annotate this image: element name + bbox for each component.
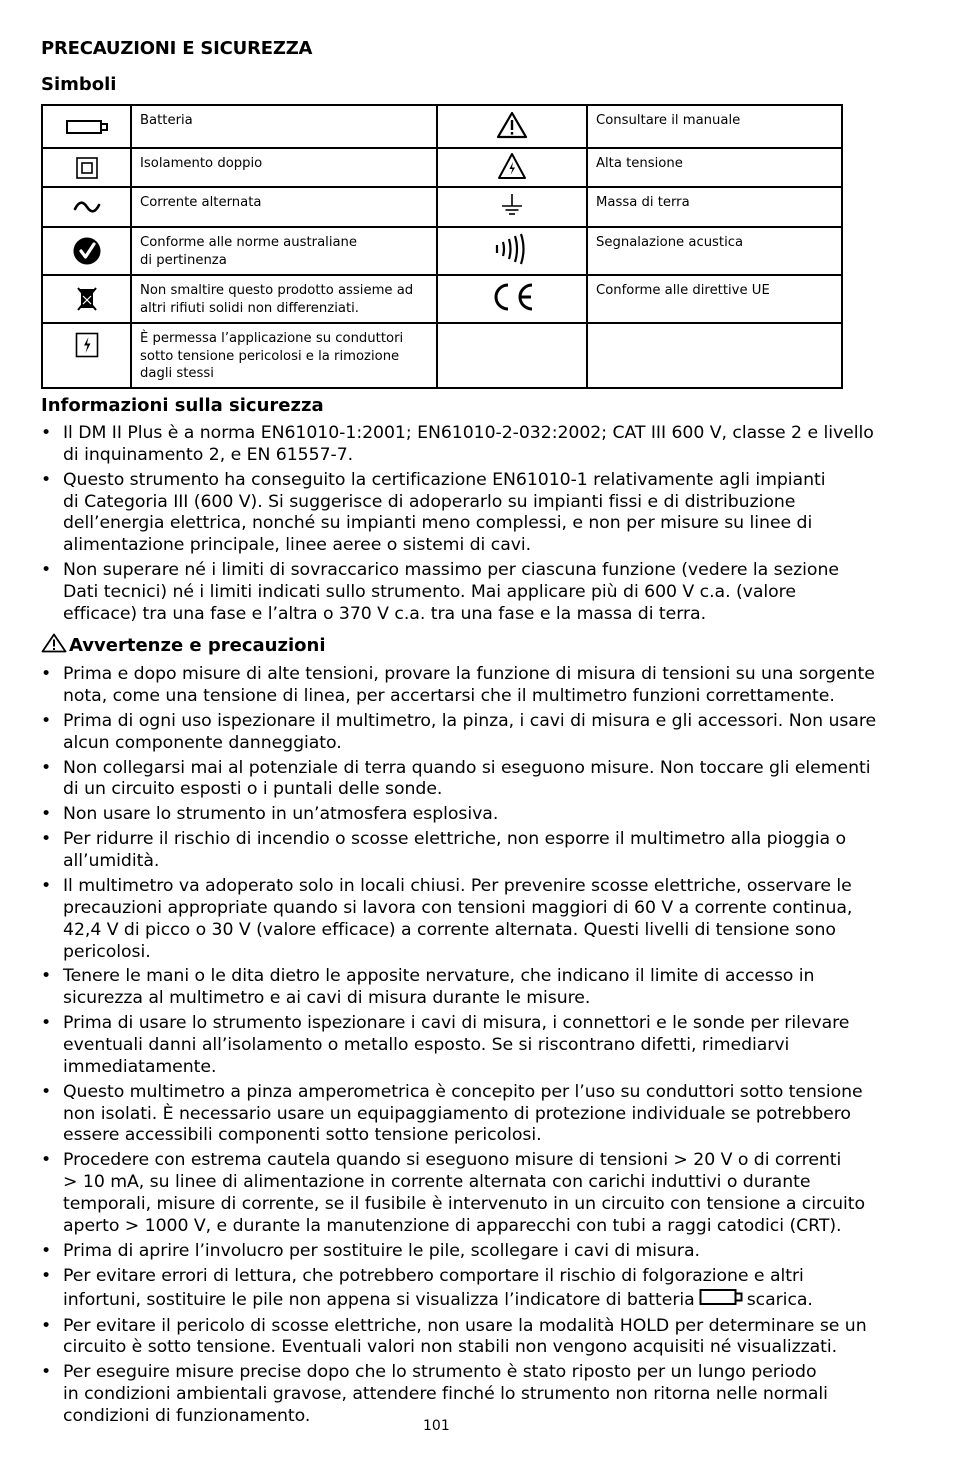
list-item: • Prima e dopo misure di alte tensioni, provare la funzione di misura di tensioni su una sorgente nota, come una tensione di linea, per accertarsi che il multimetro funzioni correttamente. [41, 664, 921, 708]
live-conductor-icon [42, 323, 131, 388]
symbol-label: È permessa l’applicazione su conduttori [140, 331, 404, 346]
symbols-row [42, 105, 842, 148]
empty-cell [587, 323, 842, 388]
ac-tilde-icon [42, 187, 131, 227]
high-voltage-icon [437, 148, 587, 187]
symbol-label: Batteria [140, 113, 193, 128]
list-item: • Questo multimetro a pinza amperometrica è concepito per l’uso su conduttori sotto tensione non isolati. È necessario usare un equipaggiamento di protezione individuale se potrebbero essere accessibili componenti sotto tensione pericolosi. [41, 1082, 921, 1147]
list-item: • Prima di ogni uso ispezionare il multimetro, la pinza, i cavi di misura e gli accessori. Non usare alcun componente danneggiato. [41, 711, 921, 755]
symbol-label: Alta tensione [596, 156, 683, 171]
warnings-heading-text: Avvertenze e precauzioni [69, 635, 326, 656]
list-item: • Non usare lo strumento in un’atmosfera esplosiva. [41, 804, 921, 826]
warning-triangle-icon [41, 633, 67, 658]
warning-triangle-icon [437, 105, 587, 148]
symbols-row [42, 148, 842, 187]
list-item: • Non collegarsi mai al potenziale di terra quando si eseguono misure. Non toccare gli elementi di un circuito esposti o i puntali delle sonde. [41, 758, 921, 802]
symbol-label: Conforme alle direttive UE [596, 283, 770, 298]
list-item: • Prima di aprire l’involucro per sostituire le pile, scollegare i cavi di misura. [41, 1241, 921, 1263]
symbol-label: Non smaltire questo prodotto assieme ad [140, 283, 414, 298]
ce-mark-icon [437, 275, 587, 323]
list-item: • Tenere le mani o le dita dietro le apposite nervature, che indicano il limite di accesso in sicurezza al multimetro e ai cavi di misura durante le misure. [41, 966, 921, 1010]
list-item: • Per evitare errori di lettura, che potrebbero comportare il rischio di folgorazione e altri infortuni, sostituire le pile non appena si visualizza l’indicatore di batteria scarica. [41, 1266, 921, 1313]
page-number: 101 [423, 1418, 450, 1434]
safety-list [41, 423, 921, 629]
battery-icon [699, 1288, 743, 1313]
symbol-label: Conforme alle norme australiane [140, 235, 358, 250]
warnings-list [41, 664, 921, 1431]
safety-heading: Informazioni sulla sicurezza [41, 395, 324, 416]
symbol-label: Consultare il manuale [596, 113, 741, 128]
list-item: • Per ridurre il rischio di incendio o scosse elettriche, non esporre il multimetro alla pioggia o all’umidità. [41, 829, 921, 873]
empty-cell [437, 323, 587, 388]
symbol-label: Corrente alternata [140, 195, 262, 210]
list-item: • Per evitare il pericolo di scosse elettriche, non usare la modalità HOLD per determinare se un circuito è sotto tensione. Eventuali valori non stabili non vengono acquisiti né visualizzati. [41, 1316, 921, 1360]
symbols-table [41, 104, 843, 389]
ctick-icon [42, 227, 131, 275]
symbol-label: dagli stessi [140, 366, 214, 381]
list-item: • Prima di usare lo strumento ispezionare i cavi di misura, i connettori e le sonde per rilevare eventuali danni all’isolamento o metallo esposto. Se si riscontrano difetti, rimediarvi immediatamente. [41, 1013, 921, 1078]
earth-ground-icon [437, 187, 587, 227]
symbol-label: Isolamento doppio [140, 156, 263, 171]
list-item: • Il DM II Plus è a norma EN61010-1:2001; EN61010-2-032:2002; CAT III 600 V, classe 2 e livello di inquinamento 2, e EN 61557-7. [41, 423, 921, 467]
symbol-label: Segnalazione acustica [596, 235, 744, 250]
list-item: • Per eseguire misure precise dopo che lo strumento è stato riposto per un lungo periodo in condizioni ambientali gravose, attendere finché lo strumento non ritorna nelle normali condizioni di funzionamento. [41, 1362, 921, 1427]
warnings-heading [41, 633, 326, 658]
symbol-label: di pertinenza [140, 252, 227, 268]
symbol-label: sotto tensione pericolosi e la rimozione [140, 348, 400, 364]
symbols-row [42, 227, 842, 275]
symbols-row [42, 275, 842, 323]
weee-bin-icon [42, 275, 131, 323]
list-item: • Il multimetro va adoperato solo in locali chiusi. Per prevenire scosse elettriche, osservare le precauzioni appropriate quando si lavora con tensioni maggiori di 60 V a corrente continua, 42,4 V di picco o 30 V (valore efficace) a corrente alternata. Questi livelli di tensione sono pericolosi. [41, 876, 921, 963]
symbols-row [42, 323, 842, 388]
list-item: • Non superare né i limiti di sovraccarico massimo per ciascuna funzione (vedere la sezione Dati tecnici) né i limiti indicati sullo strumento. Mai applicare più di 600 V c.a. (valore efficace) tra una fase e l’altra o 370 V c.a. tra una fase e la massa di terra. [41, 560, 921, 625]
double-insulation-icon [42, 148, 131, 187]
symbol-label: altri rifiuti solidi non differenziati. [140, 300, 359, 316]
symbol-label: Massa di terra [596, 195, 690, 210]
symbols-heading: Simboli [41, 74, 117, 95]
battery-icon [42, 105, 131, 148]
symbols-row [42, 187, 842, 227]
list-item: • Procedere con estrema cautela quando si eseguono misure di tensioni > 20 V o di correnti > 10 mA, su linee di alimentazione in corrente alternata con carichi induttivi o durante temporali, misure di corrente, se il fusibile è intervenuto in un circuito con tensione a circuito aperto > 1000 V, e durante la manutenzione di apparecchi con tubi a raggi catodici (CRT). [41, 1150, 921, 1237]
section-title: PRECAUZIONI E SICUREZZA [41, 38, 313, 59]
list-item: • Questo strumento ha conseguito la certificazione EN61010-1 relativamente agli impianti di Categoria III (600 V). Si suggerisce di adoperarlo su impianti fissi e di distribuzione dell’energia elettrica, nonché su impianti meno complessi, e non per misure su linee di alimentazione principale, linee aeree o sistemi di cavi. [41, 470, 921, 557]
beeper-icon [437, 227, 587, 275]
